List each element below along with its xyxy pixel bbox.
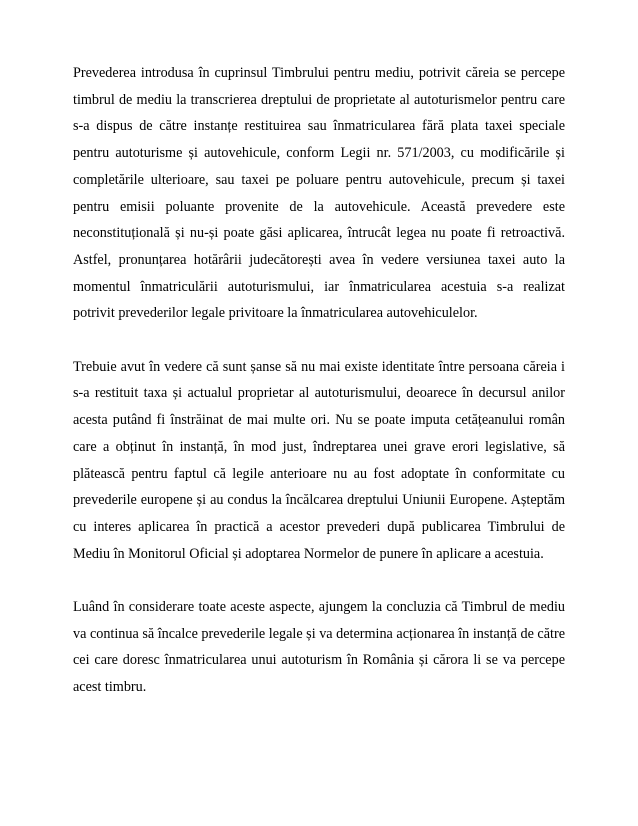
paragraph-3: Luând în considerare toate aceste aspecte, ajungem la concluzia că Timbrul de mediu va continua să încalce prevederile legale și va determina acționarea în instanță de către cei care doresc înmatricularea unui autoturism în România și cărora li se va percepe acest timbru. xyxy=(73,599,565,696)
paragraph-2: Trebuie avut în vedere că sunt șanse să nu mai existe identitate între persoana căreia i s-a restituit taxa și actualul proprietar al autoturismului, deoarece în decursul anilor acesta putând fi înstrăinat de mai multe ori. Nu se poate imputa cetățeanului român care a obținut în instanță, în mod just, îndreptarea unei grave erori legislative, să plătească pentru faptul că legile anterioare nu au fost adoptate în conformitate cu prevederile europene și au condus la încălcarea dreptului Uniunii Europene. Așteptăm cu interes aplicarea în practică a acestor prevederi după publicarea Timbrului de Mediu în Monitorul Oficial și adoptarea Normelor de punere în aplicare a acestuia. xyxy=(73,358,565,562)
paragraph-1: Prevederea introdusa în cuprinsul Timbrului pentru mediu, potrivit căreia se percepe timbrul de mediu la transcrierea dreptului de proprietate al autoturismelor pentru care s-a dispus de către instanțe restituirea sau înmatricularea fără plata taxei speciale pentru autoturisme și autovehicule, conform Legii nr. 571/2003, cu modificările și completările ulterioare, sau taxei pe poluare pentru autovehicule, precum și taxei pentru emisii poluante provenite de la autovehicule. Această prevedere este neconstituțională și nu-și poate găsi aplicarea, întrucât legea nu poate fi retroactivă. Astfel, pronunțarea hotărârii judecătorești avea în vedere versiunea taxei auto la momentul înmatriculării autoturismului, iar înmatricularea acestuia s-a realizat potrivit prevederilor legale privitoare la înmatricularea autovehiculelor. xyxy=(73,65,565,322)
document-body xyxy=(73,60,565,728)
